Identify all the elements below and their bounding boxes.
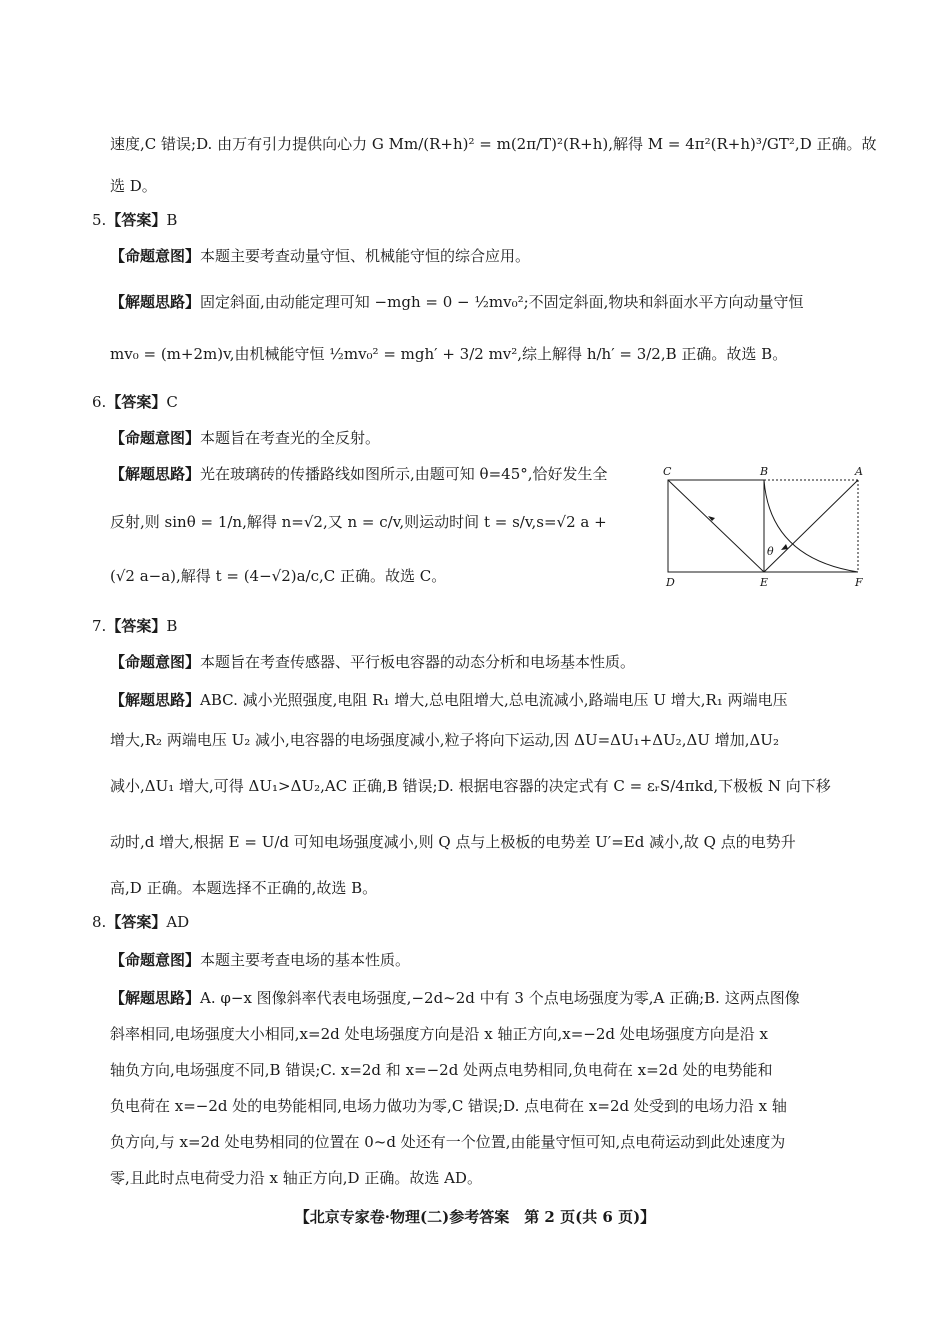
q8-answer-label: 【答案】 <box>106 913 167 931</box>
ray-arrow-icon <box>708 516 715 521</box>
q8-sol-4: 负电荷在 x=−2d 处的电势能相同,电场力做功为零,C 错误;D. 点电荷在 x=2d 处受到的电场力沿 x 轴 <box>110 1097 787 1115</box>
q6-answer-label: 【答案】 <box>106 393 167 411</box>
q8-intent <box>110 950 862 970</box>
q7-sol-4: 动时,d 增大,根据 E = U/d 可知电场强度减小,则 Q 点与上极板的电势差 U′=Ed 减小,故 Q 点的电势升 <box>110 833 796 851</box>
q7-sol-2: 增大,R₂ 两端电压 U₂ 减小,电容器的电场强度减小,粒子将向下运动,因 ΔU=ΔU₁+ΔU₂,ΔU 增加,ΔU₂ <box>110 731 779 749</box>
q8-sol-5: 负方向,与 x=2d 处电势相同的位置在 0~d 处还有一个位置,由能量守恒可知,点电荷运动到此处速度为 <box>110 1133 786 1151</box>
q5-solution-1 <box>110 292 862 312</box>
q6-intent <box>110 428 862 448</box>
q8-num: 8. <box>92 913 107 931</box>
q7-answer: B <box>166 617 178 635</box>
q6-answer-line <box>92 392 178 412</box>
q5-solution-label: 【解题思路】 <box>110 293 201 311</box>
q8-solution-label: 【解题思路】 <box>110 989 201 1007</box>
q7-answer-line <box>92 616 177 636</box>
q8-intent-label: 【命题意图】 <box>110 951 201 969</box>
glass-brick-diagram <box>660 462 870 590</box>
q7-answer-label: 【答案】 <box>106 617 167 635</box>
label-b: B <box>760 465 769 478</box>
label-c: C <box>663 465 672 478</box>
q5-num: 5. <box>92 211 107 229</box>
q8-answer-line <box>92 912 189 932</box>
reflect-arrow-icon <box>781 544 788 550</box>
q7-intent-text: 本题旨在考查传感器、平行板电容器的动态分析和电场基本性质。 <box>200 653 636 671</box>
q8-intent-text: 本题主要考查电场的基本性质。 <box>200 951 411 969</box>
q6-solution-label: 【解题思路】 <box>110 465 201 483</box>
q5-answer: B <box>166 211 178 229</box>
top-line-2: 选 D。 <box>110 177 157 195</box>
q6-answer: C <box>166 393 178 411</box>
q5-intent-text: 本题主要考查动量守恒、机械能守恒的综合应用。 <box>200 247 531 265</box>
q7-solution-1 <box>110 690 862 710</box>
q7-intent-label: 【命题意图】 <box>110 653 201 671</box>
q5-intent-label: 【命题意图】 <box>110 247 201 265</box>
q6-num: 6. <box>92 393 107 411</box>
q5-answer-label: 【答案】 <box>106 211 167 229</box>
q6-sol-1: 光在玻璃砖的传播路线如图所示,由题可知 θ=45°,恰好发生全 <box>200 465 608 483</box>
top-line-1: 速度,C 错误;D. 由万有引力提供向心力 G Mm/(R+h)² = m(2π/T)²(R+h),解得 M = 4π²(R+h)³/GT²,D 正确。故 <box>110 135 877 153</box>
q7-sol-1: ABC. 减小光照强度,电阻 R₁ 增大,总电阻增大,总电流减小,路端电压 U 增大,R₁ 两端电压 <box>200 691 788 709</box>
label-d: D <box>666 576 675 589</box>
q5-intent <box>110 246 862 266</box>
q8-sol-2: 斜率相同,电场强度大小相同,x=2d 处电场强度方向是沿 x 轴正方向,x=−2d 处电场强度方向是沿 x <box>110 1025 768 1043</box>
q5-sol-1: 固定斜面,由动能定理可知 −mgh = 0 − ½mv₀²;不固定斜面,物块和斜面水平方向动量守恒 <box>200 293 804 311</box>
label-a: A <box>855 465 863 478</box>
label-e: E <box>760 576 769 589</box>
label-f: F <box>855 576 863 589</box>
q6-sol-3: (√2 a−a),解得 t = (4−√2)a/c,C 正确。故选 C。 <box>110 567 447 585</box>
q8-sol-1: A. φ−x 图像斜率代表电场强度,−2d~2d 中有 3 个点电场强度为零,A 正确;B. 这两点图像 <box>200 989 800 1007</box>
q7-sol-5: 高,D 正确。本题选择不正确的,故选 B。 <box>110 879 378 897</box>
q5-sol-2: mv₀ = (m+2m)v,由机械能守恒 ½mv₀² = mgh′ + 3/2 mv²,综上解得 h/h′ = 3/2,B 正确。故选 B。 <box>110 345 788 363</box>
q8-solution-1 <box>110 988 862 1008</box>
q7-num: 7. <box>92 617 107 635</box>
q6-solution-1 <box>110 464 658 484</box>
page-footer: 【北京专家卷·物理(二)参考答案 第 2 页(共 6 页)】 <box>294 1208 656 1226</box>
q7-sol-3: 减小,ΔU₁ 增大,可得 ΔU₁>ΔU₂,AC 正确,B 错误;D. 根据电容器的决定式有 C = εᵣS/4πkd,下极板 N 向下移 <box>110 777 831 795</box>
q6-intent-label: 【命题意图】 <box>110 429 201 447</box>
q7-solution-label: 【解题思路】 <box>110 691 201 709</box>
q6-intent-text: 本题旨在考查光的全反射。 <box>200 429 381 447</box>
q8-sol-3: 轴负方向,电场强度不同,B 错误;C. x=2d 和 x=−2d 处两点电势相同,负电荷在 x=2d 处的电势能和 <box>110 1061 773 1079</box>
ray-ce <box>668 480 764 572</box>
label-theta: θ <box>767 545 774 558</box>
q6-sol-2: 反射,则 sinθ = 1/n,解得 n=√2,又 n = c/v,则运动时间 t = s/v,s=√2 a + <box>110 513 607 531</box>
q5-answer-line <box>92 210 177 230</box>
q8-sol-6: 零,且此时点电荷受力沿 x 轴正方向,D 正确。故选 AD。 <box>110 1169 482 1187</box>
q8-answer: AD <box>166 913 190 931</box>
q7-intent <box>110 652 862 672</box>
